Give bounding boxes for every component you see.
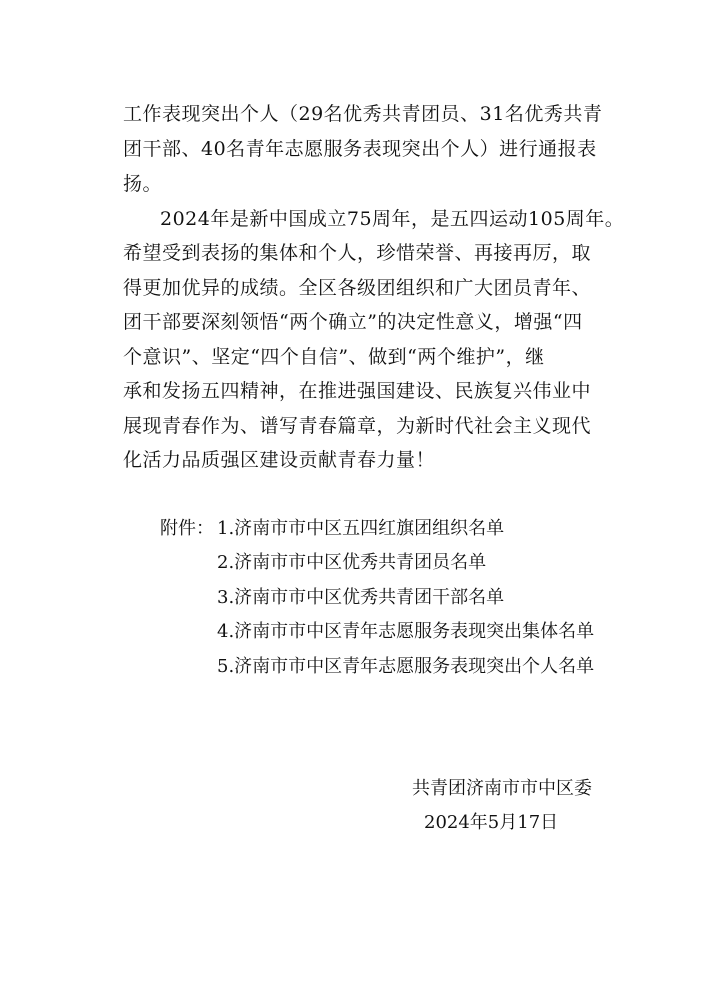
attachment-item: 5.济南市市中区青年志愿服务表现突出个人名单 bbox=[217, 656, 595, 677]
attachment-item: 1.济南市市中区五四红旗团组织名单 bbox=[217, 518, 505, 539]
paragraph1-line: 工作表现突出个人（29名优秀共青团员、31名优秀共青 bbox=[123, 103, 603, 125]
paragraph2-line: 承和发扬五四精神，在推进强国建设、民族复兴伟业中 bbox=[123, 380, 592, 402]
paragraph2-line: 个意识”、坚定“四个自信”、做到“两个维护”，继 bbox=[123, 346, 545, 368]
paragraph2-line: 团干部要深刻领悟“两个确立”的决定性意义，增强“四 bbox=[123, 311, 583, 333]
paragraph2-line: 希望受到表扬的集体和个人，珍惜荣誉、再接再厉，取 bbox=[123, 242, 592, 264]
attachments-label: 附件： bbox=[160, 518, 214, 539]
paragraph2-line: 得更加优异的成绩。全区各级团组织和广大团员青年、 bbox=[123, 277, 592, 299]
signature-organization: 共青团济南市市中区委 bbox=[412, 778, 592, 799]
paragraph2-line: 化活力品质强区建设贡献青春力量！ bbox=[123, 449, 436, 471]
signature-date: 2024年5月17日 bbox=[424, 812, 559, 833]
paragraph2-line: 展现青春作为、谱写青春篇章，为新时代社会主义现代 bbox=[123, 415, 592, 437]
paragraph2-line: 2024年是新中国成立75周年，是五四运动105周年。 bbox=[160, 208, 625, 230]
paragraph1-line: 团干部、40名青年志愿服务表现突出个人）进行通报表 bbox=[123, 138, 597, 160]
attachment-item: 4.济南市市中区青年志愿服务表现突出集体名单 bbox=[217, 621, 595, 642]
attachment-item: 2.济南市市中区优秀共青团员名单 bbox=[217, 552, 487, 573]
attachment-item: 3.济南市市中区优秀共青团干部名单 bbox=[217, 587, 505, 608]
paragraph1-line: 扬。 bbox=[123, 173, 163, 195]
